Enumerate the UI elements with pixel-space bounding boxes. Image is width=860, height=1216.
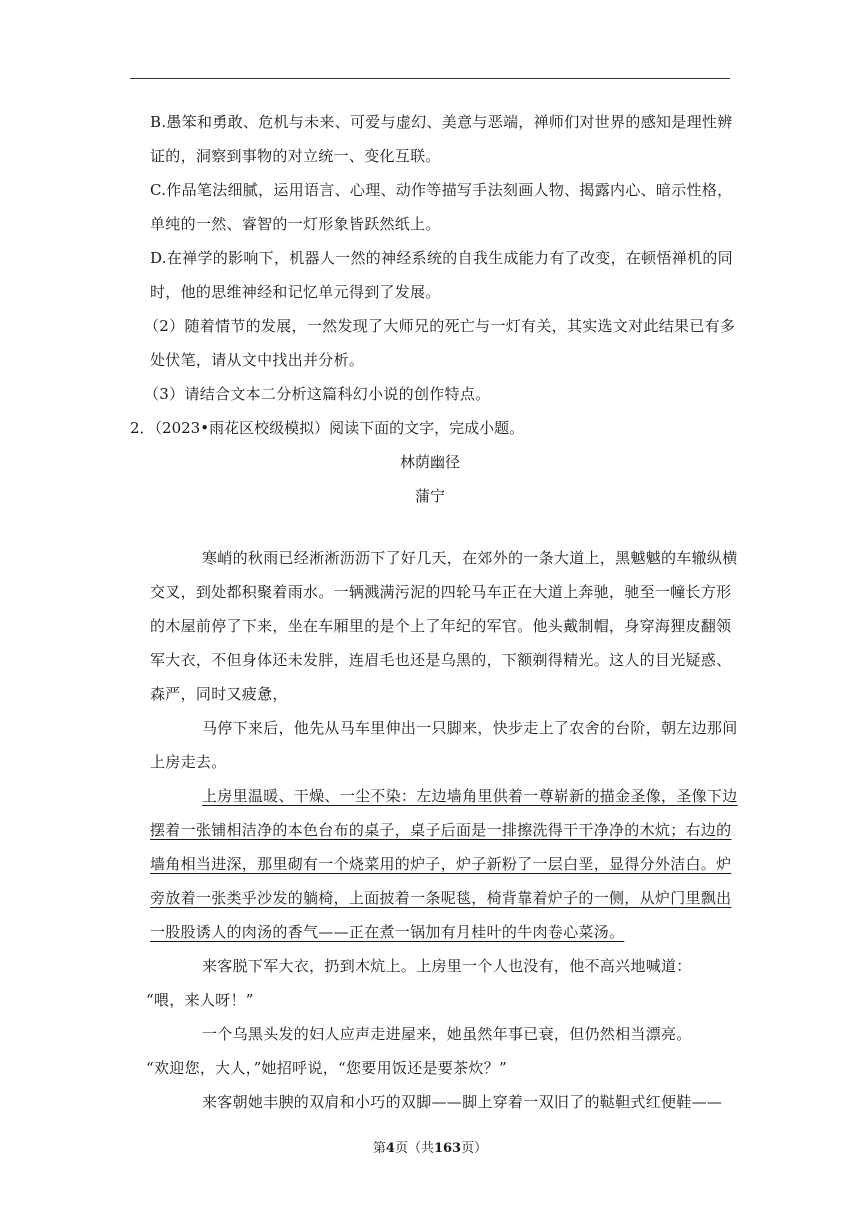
paragraph-1-line-2: 交叉，到处都积聚着雨水。一辆溅满污泥的四轮马车正在大道上奔驰，驰至一幢长方形 bbox=[150, 583, 732, 601]
question-2-line-2: 处伏笔，请从文中找出并分析。 bbox=[150, 351, 365, 369]
page-footer bbox=[0, 1140, 860, 1158]
article-author: 蒲宁 bbox=[414, 487, 445, 505]
paragraph-3-line-1: 上房里温暖、干燥、一尘不染：左边墙角里供着一尊崭新的描金圣像，圣像下边 bbox=[202, 787, 738, 805]
header-rule bbox=[130, 78, 730, 79]
paragraph-4-line-2: “喂，来人呀！” bbox=[146, 991, 254, 1009]
paragraph-1-line-3: 的木屋前停了下来，坐在车厢里的是个上了年纪的军官。他头戴制帽，身穿海狸皮翻领 bbox=[150, 617, 732, 635]
paragraph-6-line-1: 来客朝她丰腴的双肩和小巧的双脚——脚上穿着一双旧了的鞑靼式红便鞋—— bbox=[202, 1093, 723, 1111]
paragraph-2-line-2: 上房走去。 bbox=[150, 753, 227, 771]
question-2-line-1: （2）随着情节的发展，一然发现了大师兄的死亡与一灯有关，其实选文对此结果已有多 bbox=[144, 317, 736, 335]
paragraph-3-line-2: 摆着一张铺相洁净的本色台布的桌子，桌子后面是一排擦洗得干干净净的木炕；右边的 bbox=[150, 821, 732, 839]
footer-page-number: 4 bbox=[385, 1141, 395, 1156]
option-c-line-2: 单纯的一然、睿智的一灯形象皆跃然纸上。 bbox=[150, 215, 441, 233]
paragraph-3-line-3: 墙角相当进深，那里砌有一个烧菜用的炉子，炉子新粉了一层白垩，显得分外洁白。炉 bbox=[150, 855, 732, 873]
paragraph-5-line-2: “欢迎您，大人，”她招呼说，“您要用饭还是要茶炊？” bbox=[146, 1059, 507, 1077]
paragraph-3-line-5: 一股股诱人的肉汤的香气——正在煮一锅加有月桂叶的牛肉卷心菜汤。 bbox=[150, 923, 625, 941]
option-b-line-1: B.愚笨和勇敢、危机与未来、可爱与虚幻、美意与恶端，禅师们对世界的感知是理性辨 bbox=[150, 113, 733, 131]
paragraph-5-line-1: 一个乌黑头发的妇人应声走进屋来，她虽然年事已衰，但仍然相当漂亮。 bbox=[202, 1025, 692, 1043]
option-d-line-1: D.在禅学的影响下，机器人一然的神经系统的自我生成能力有了改变，在顿悟禅机的同 bbox=[150, 249, 733, 267]
option-d-line-2: 时，他的思维神经和记忆单元得到了发展。 bbox=[150, 283, 441, 301]
paragraph-4-line-1: 来客脱下军大衣，扔到木炕上。上房里一个人也没有，他不高兴地喊道： bbox=[202, 957, 692, 975]
paragraph-1-line-1: 寒峭的秋雨已经淅淅沥沥下了好几天，在郊外的一条大道上，黑魆魆的车辙纵横 bbox=[202, 549, 738, 567]
footer-suffix: 页） bbox=[461, 1141, 488, 1156]
paragraph-1-line-5: 森严，同时又疲惫， bbox=[150, 685, 288, 703]
question-3: （3）请结合文本二分析这篇科幻小说的创作特点。 bbox=[144, 385, 491, 403]
paragraph-1-line-4: 军大衣，不但身体还未发胖，连眉毛也还是乌黑的，下额剃得精光。这人的目光疑惑、 bbox=[150, 651, 732, 669]
paragraph-2-line-1: 马停下来后，他先从马车里伸出一只脚来，快步走上了农舍的台阶，朝左边那间 bbox=[202, 719, 738, 737]
option-c-line-1: C.作品笔法细腻，运用语言、心理、动作等描写手法刻画人物、揭露内心、暗示性格， bbox=[150, 181, 733, 199]
article-title: 林荫幽径 bbox=[399, 453, 460, 471]
option-b-line-2: 证的，洞察到事物的对立统一、变化互联。 bbox=[150, 147, 441, 165]
problem-2-header bbox=[130, 418, 524, 438]
footer-total-pages: 163 bbox=[433, 1141, 462, 1156]
problem-2-instruction: （2023•雨花区校级模拟）阅读下面的文字，完成小题。 bbox=[154, 419, 525, 437]
footer-prefix: 第 bbox=[372, 1141, 386, 1156]
paragraph-3-line-4: 旁放着一张类乎沙发的躺椅，上面披着一条呢毯，椅背靠着炉子的一侧，从炉门里飘出 bbox=[150, 889, 732, 907]
footer-mid: 页（共 bbox=[394, 1141, 434, 1156]
problem-2-number: 2． bbox=[130, 419, 155, 437]
